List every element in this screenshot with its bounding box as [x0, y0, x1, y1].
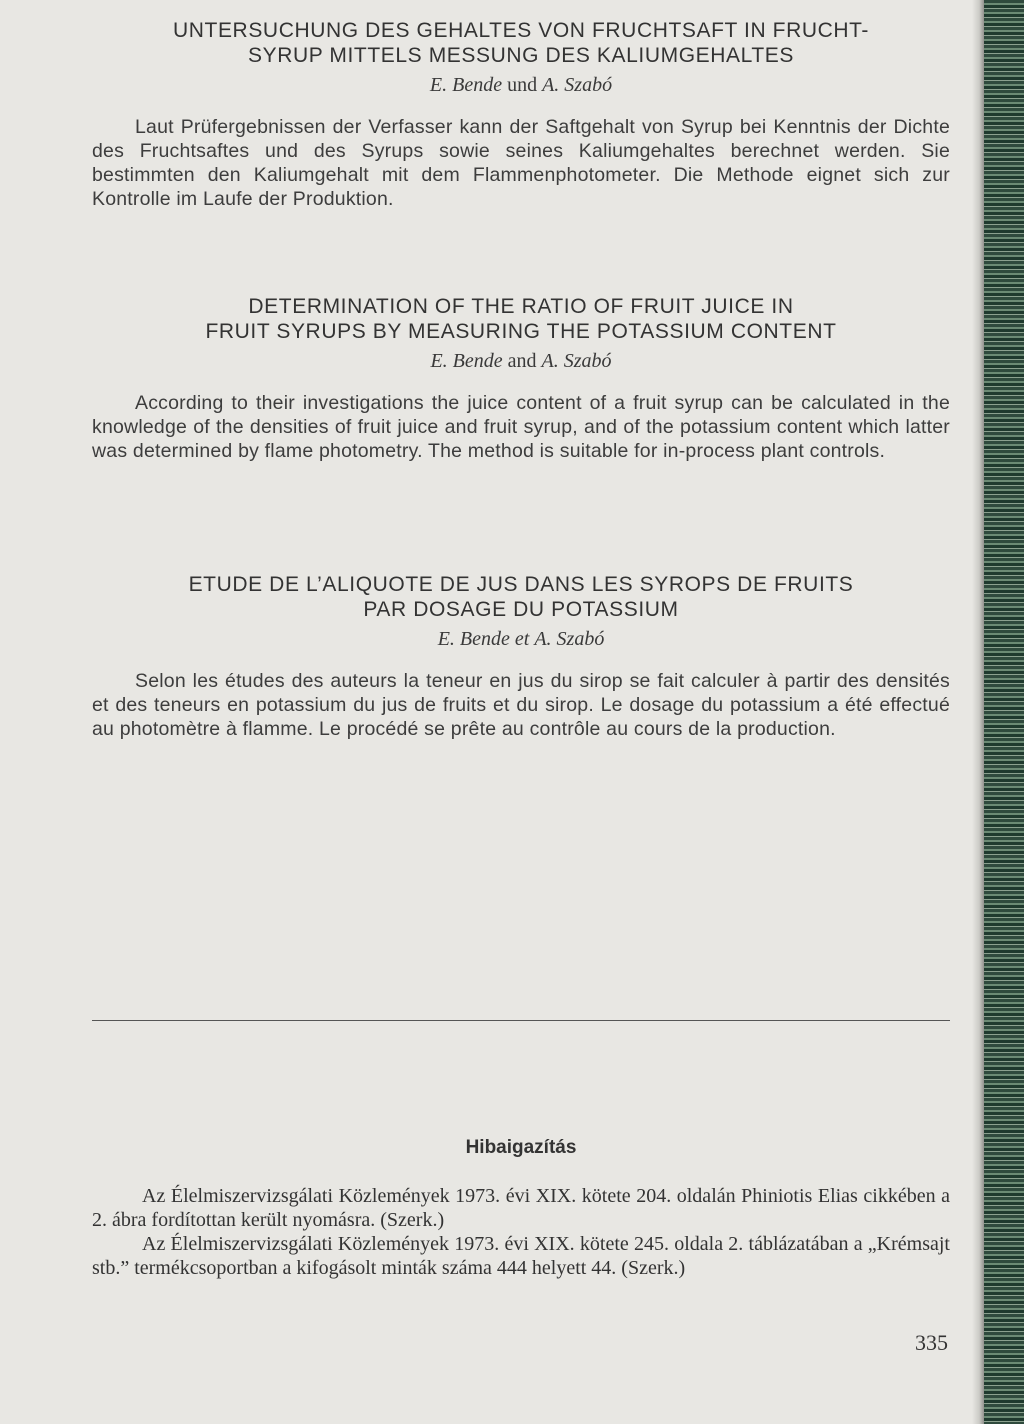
correction-paragraph-1: Az Élelmiszervizsgálati Közlemények 1973. évi XIX. kötete 204. oldalán Phiniotis Elias cikkében a 2. ábra fordítottan került nyomásra. (Szerk.)	[92, 1185, 950, 1231]
french-authors	[92, 628, 950, 651]
german-title-line2: SYRUP MITTELS MESSUNG DES KALIUMGEHALTES	[247, 44, 794, 67]
english-abstract-text: According to their investigations the juice content of a fruit syrup can be calculated in the knowledge of the densities of fruit juice and fruit syrup, and of the potassium content which latter was determined by flame photometry. The method is suitable for in-process plant controls.	[92, 392, 950, 462]
english-author1: E. Bende	[430, 350, 503, 372]
german-author2: A. Szabó	[542, 74, 613, 96]
french-conjunction: et	[514, 628, 530, 650]
german-title-line1: UNTERSUCHUNG DES GEHALTES VON FRUCHTSAFT IN FRUCHT-	[172, 19, 870, 42]
correction-paragraph-2: Az Élelmiszervizsgálati Közlemények 1973. évi XIX. kötete 245. oldala 2. táblázatában a „Krémsajt stb.” termékcsoportban a kifogásolt minták száma 444 helyett 44. (Szerk.)	[92, 1233, 950, 1279]
french-title	[92, 572, 950, 622]
german-author1: E. Bende	[429, 74, 503, 96]
german-title	[92, 18, 950, 68]
section-divider	[92, 1020, 950, 1021]
french-title-line1: ETUDE DE L’ALIQUOTE DE JUS DANS LES SYROPS DE FRUITS	[188, 573, 854, 596]
english-authors	[92, 350, 950, 373]
english-conjunction: and	[507, 350, 537, 372]
french-abstract-text: Selon les études des auteurs la teneur en jus du sirop se fait calculer à partir des densités et des teneurs en potassium du jus de fruits et du sirop. Le dosage du potassium a été effectué au photomètre à flamme. Le procédé se prête au contrôle au cours de la production.	[92, 670, 950, 740]
page-number: 335	[915, 1330, 948, 1355]
german-abstract-section	[92, 18, 950, 211]
french-title-line2: PAR DOSAGE DU POTASSIUM	[363, 598, 679, 621]
german-abstract-text: Laut Prüfergebnissen der Verfasser kann der Saftgehalt von Syrup bei Kenntnis der Dichte des Fruchtsaftes und des Syrups sowie seines Kaliumgehaltes berechnet werden. Sie bestimmten den Kaliumgehalt mit dem Flammenphotometer. Die Methode eignet sich zur Kontrolle im Laufe der Produktion.	[92, 116, 950, 210]
binding-shadow	[972, 0, 984, 1424]
english-title	[92, 294, 950, 344]
correction-title: Hibaigazítás	[465, 1137, 577, 1158]
english-abstract-section	[92, 294, 950, 463]
german-conjunction: und	[507, 74, 538, 96]
english-author2: A. Szabó	[541, 350, 612, 372]
french-abstract-section	[92, 572, 950, 741]
german-authors	[92, 74, 950, 97]
french-author1: E. Bende	[437, 628, 510, 650]
english-title-line1: DETERMINATION OF THE RATIO OF FRUIT JUICE IN	[248, 295, 794, 318]
english-title-line2: FRUIT SYRUPS BY MEASURING THE POTASSIUM CONTENT	[205, 320, 837, 343]
french-author2: A. Szabó	[534, 628, 605, 650]
book-binding	[984, 0, 1024, 1424]
